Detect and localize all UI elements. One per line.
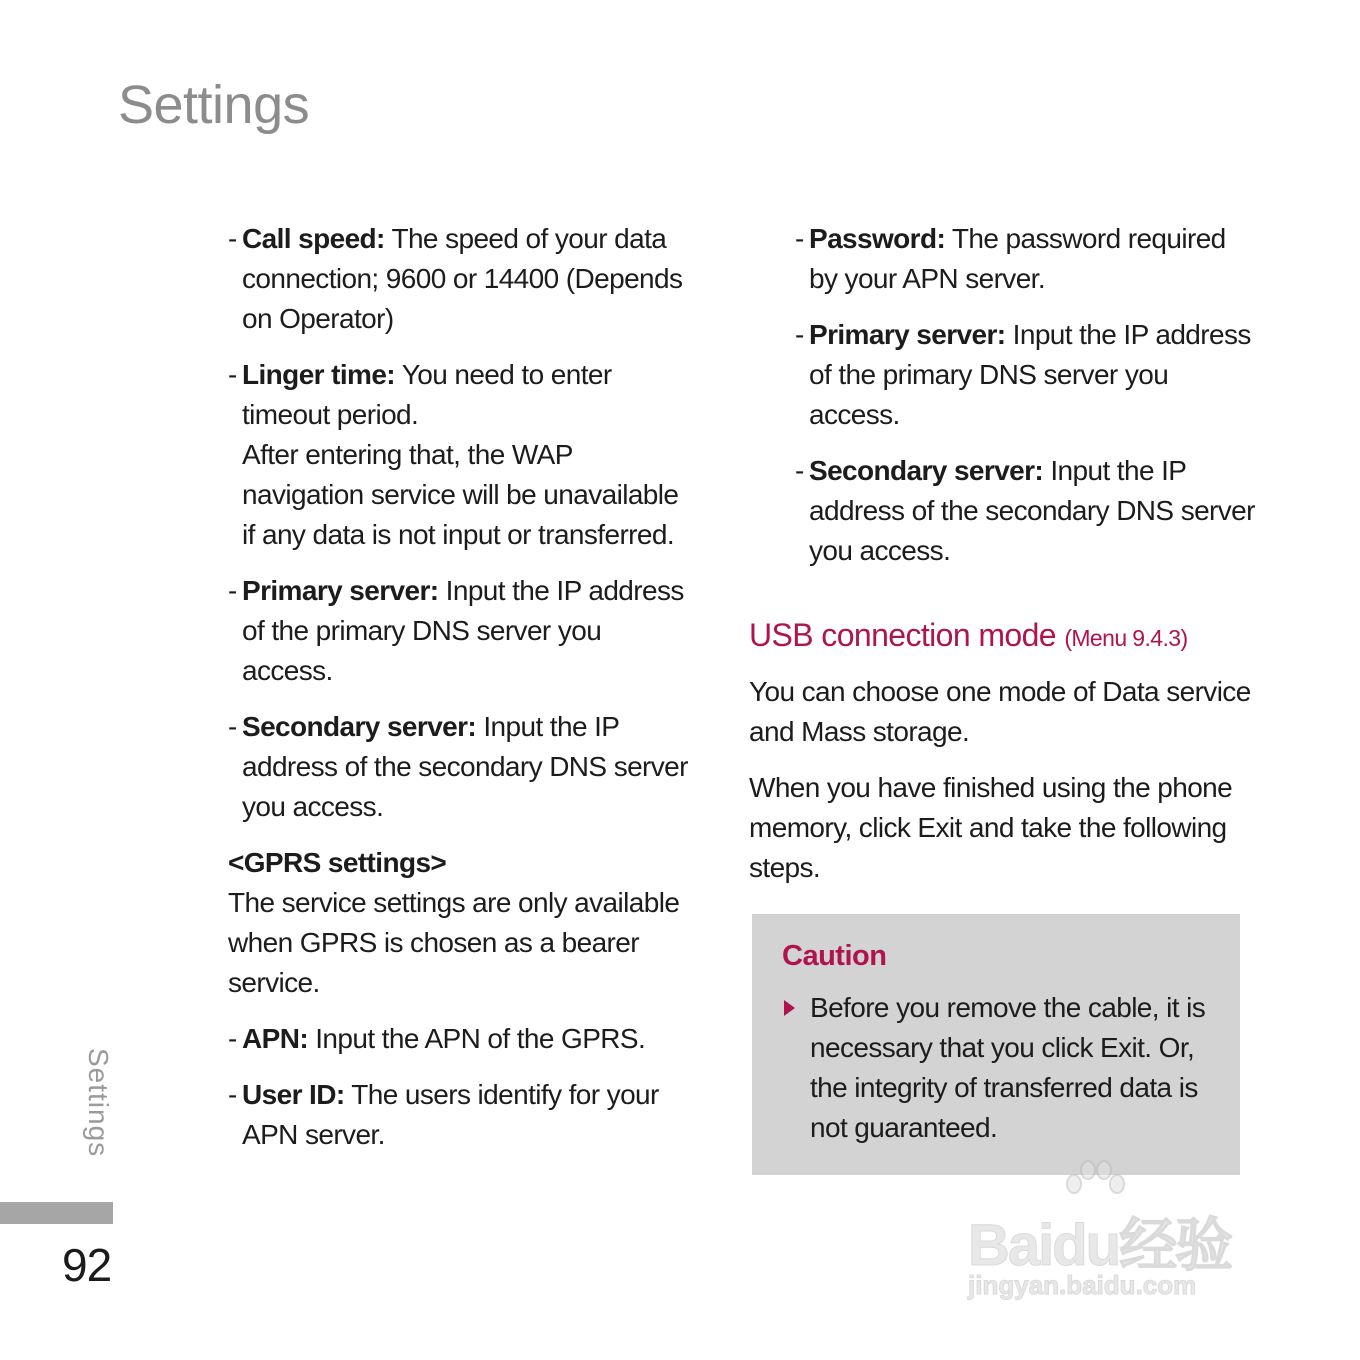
usb-heading-text: USB connection mode <box>749 617 1057 653</box>
bullet-term: Linger time: <box>242 359 396 390</box>
bullet-dash: - <box>228 223 237 254</box>
bullet-dash: - <box>228 711 237 742</box>
bullet-text: The users identify for your APN server. <box>242 1079 659 1150</box>
bullet-text: The password required by your APN server. <box>809 223 1226 294</box>
bullet-secondary-server <box>795 451 1259 571</box>
bullet-text: Input the APN of the GPRS. <box>308 1023 646 1054</box>
bullet-text: You need to enter timeout period. <box>242 359 612 430</box>
bullet-call-speed <box>228 219 698 339</box>
bullet-dash: - <box>228 1023 237 1054</box>
side-section-label: Settings <box>83 1048 114 1158</box>
watermark-main-text: Baidu经验 <box>968 1213 1232 1278</box>
usb-paragraph-1: You can choose one mode of Data service and Mass storage. <box>749 676 1251 747</box>
bullet-term: Secondary server: <box>809 455 1044 486</box>
right-column <box>749 219 1259 904</box>
bullet-dash: - <box>228 575 237 606</box>
bullet-password <box>795 219 1259 299</box>
bullet-term: User ID: <box>242 1079 345 1110</box>
watermark-sub-text: jingyan.baidu.com <box>968 1270 1197 1300</box>
usb-paragraph-2: When you have finished using the phone memory, click Exit and take the following steps. <box>749 772 1233 883</box>
bullet-dash: - <box>795 455 804 486</box>
caution-item <box>782 988 1222 1148</box>
page-title: Settings <box>118 75 310 135</box>
page-number: 92 <box>62 1239 112 1291</box>
right-bullets <box>795 219 1259 571</box>
bullet-term: Call speed: <box>242 223 385 254</box>
gprs-settings-heading: <GPRS settings> <box>228 847 447 878</box>
usb-menu-ref: (Menu 9.4.3) <box>1064 625 1188 651</box>
bullet-extra-text: After entering that, the WAP navigation service will be unavailable if any data is not input or transferred. <box>242 439 679 550</box>
triangle-right-icon <box>784 1000 795 1016</box>
bullet-linger-time <box>228 355 698 555</box>
left-column <box>228 219 698 1171</box>
page-tab-bar <box>0 1202 113 1224</box>
gprs-settings-text: The service settings are only available when GPRS is chosen as a bearer service. <box>228 887 680 998</box>
bullet-text: Input the IP address of the secondary DNS server you access. <box>242 711 688 822</box>
bullet-term: Secondary server: <box>242 711 477 742</box>
bullet-primary-server <box>795 315 1259 435</box>
bullet-dash: - <box>228 1079 237 1110</box>
bullet-user-id <box>228 1075 698 1155</box>
caution-box <box>752 914 1240 1175</box>
bullet-secondary-server <box>228 707 698 827</box>
bullet-dash: - <box>795 319 804 350</box>
baidu-watermark <box>962 1158 1282 1308</box>
bullet-term: Password: <box>809 223 946 254</box>
bullet-term: APN: <box>242 1023 309 1054</box>
bullet-dash: - <box>795 223 804 254</box>
caution-title: Caution <box>782 940 887 972</box>
usb-connection-heading <box>749 615 1259 658</box>
bullet-apn <box>228 1019 698 1059</box>
bullet-text: Input the IP address of the primary DNS server you access. <box>809 319 1251 430</box>
caution-text: Before you remove the cable, it is necessary that you click Exit. Or, the integrity of transferred data is not guaranteed. <box>810 992 1206 1143</box>
bullet-text: The speed of your data connection; 9600 or 14400 (Depends on Operator) <box>242 223 683 334</box>
bullet-dash: - <box>228 359 237 390</box>
bullet-primary-server <box>228 571 698 691</box>
bullet-text: Input the IP address of the primary DNS server you access. <box>242 575 684 686</box>
bullet-text: Input the IP address of the secondary DNS server you access. <box>809 455 1255 566</box>
bullet-term: Primary server: <box>809 319 1006 350</box>
bullet-term: Primary server: <box>242 575 439 606</box>
